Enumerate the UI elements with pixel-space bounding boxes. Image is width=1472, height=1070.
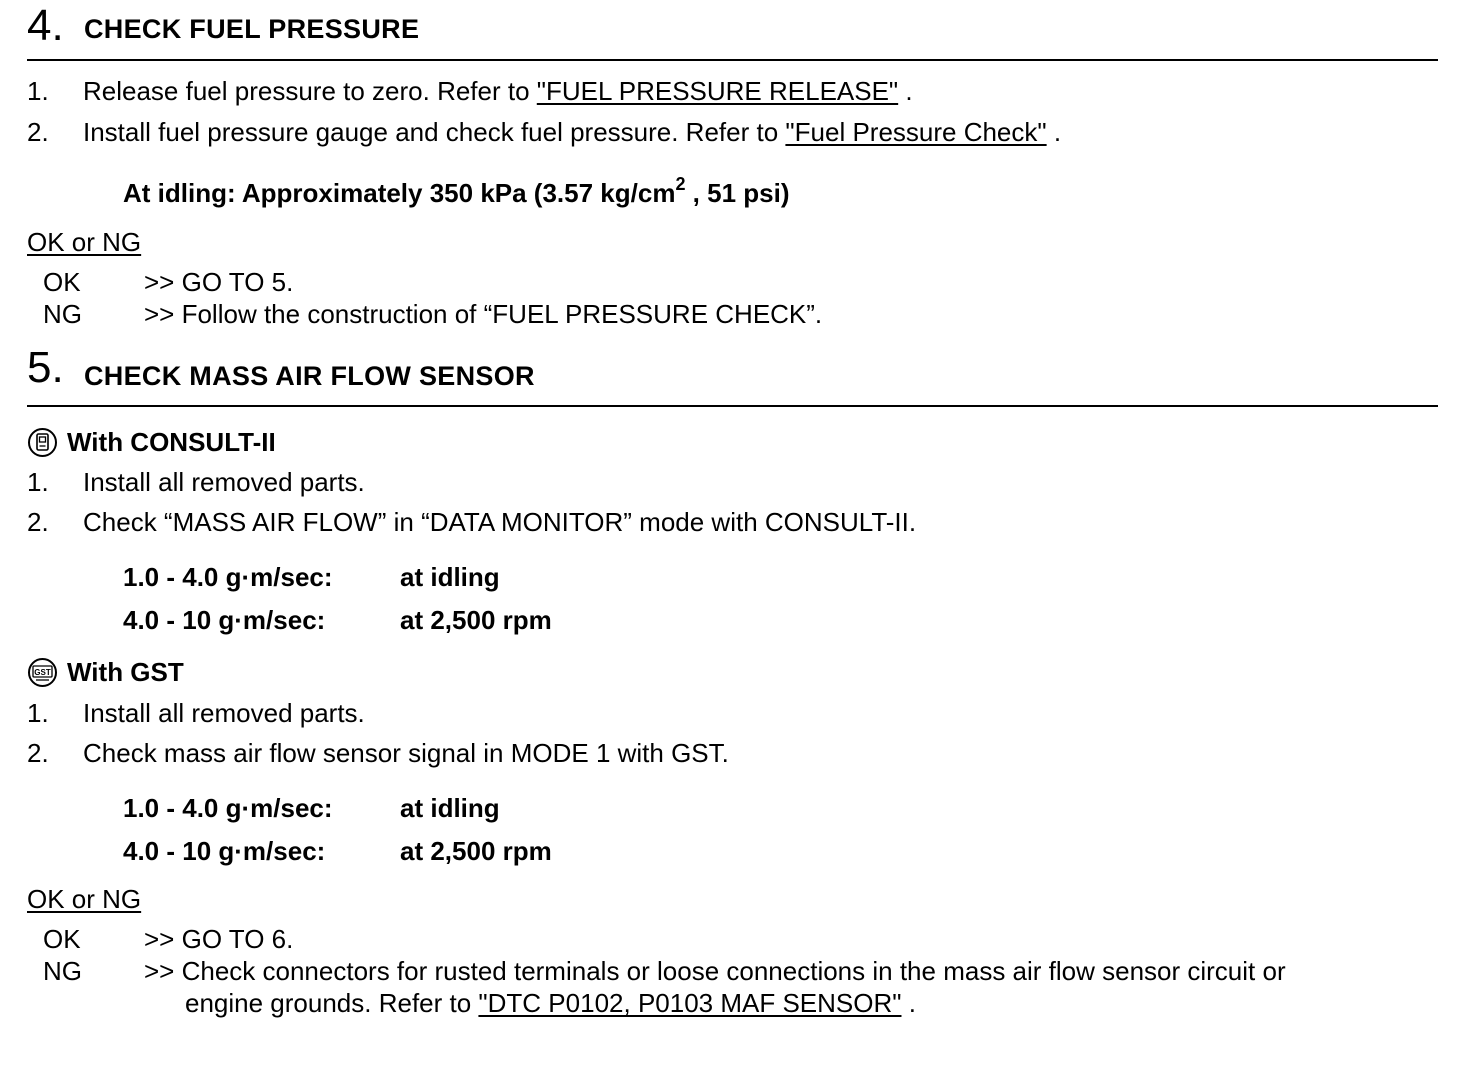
consult-item-2-text: Check “MASS AIR FLOW” in “DATA MONITOR” mode with CONSULT-II.	[83, 507, 917, 537]
gst-spec-2-condition: at 2,500 rpm	[400, 836, 552, 866]
step-4-number: 4.	[27, 1, 64, 50]
step-4-title: CHECK FUEL PRESSURE	[84, 14, 420, 44]
consult-item-2-number: 2.	[27, 507, 49, 537]
step-4-ng-text: >> Follow the construction of “FUEL PRESSURE CHECK”.	[144, 299, 823, 329]
step-5-ng-line2-suffix: .	[901, 988, 916, 1018]
step-5-ok-text: >> GO TO 6.	[144, 924, 294, 954]
dtc-p0102-p0103-maf-sensor-link[interactable]: "DTC P0102, P0103 MAF SENSOR"	[478, 988, 902, 1018]
step-4-item-1-number: 1.	[27, 76, 49, 106]
gst-item-1-text: Install all removed parts.	[83, 698, 365, 728]
fuel-pressure-release-link[interactable]: "FUEL PRESSURE RELEASE"	[536, 76, 899, 106]
gst-spec-2-value: 4.0 - 10 g·m/sec:	[123, 836, 326, 866]
fuel-pressure-check-link[interactable]: "Fuel Pressure Check"	[785, 117, 1047, 147]
consult-spec-1-condition: at idling	[400, 562, 500, 592]
gst-heading: With GST	[67, 657, 184, 687]
fuel-pressure-spec-prefix: At idling: Approximately 350 kPa (3.57 kg/cm	[123, 178, 676, 208]
step-4-item-1	[83, 76, 913, 106]
gst-item-2-number: 2.	[27, 738, 49, 768]
step-4-item-2-after: .	[1046, 117, 1062, 147]
step-5-ng-text-line1: >> Check connectors for rusted terminals or loose connections in the mass air flow sensor circuit or	[144, 956, 1286, 986]
step-5-ng-text-line2	[185, 988, 916, 1018]
gst-icon-text: GST	[34, 668, 51, 677]
step-5-divider	[27, 405, 1438, 407]
step-4-item-1-text: Release fuel pressure to zero. Refer to	[83, 76, 537, 106]
step-4-item-2-text: Install fuel pressure gauge and check fuel pressure. Refer to	[83, 117, 786, 147]
step-4-ok-label: OK	[43, 267, 81, 297]
step-5-ok-ng-label: OK or NG	[27, 884, 142, 914]
step-5-title: CHECK MASS AIR FLOW SENSOR	[84, 361, 535, 391]
step-5-ng-line2-prefix: engine grounds. Refer to	[185, 988, 479, 1018]
gst-item-2-text: Check mass air flow sensor signal in MODE 1 with GST.	[83, 738, 729, 768]
step-5-ok-label: OK	[43, 924, 81, 954]
step-4-item-1-after: .	[898, 76, 913, 106]
consult-heading: With CONSULT-II	[67, 427, 276, 457]
step-4-divider	[27, 59, 1438, 61]
step-4-ng-label: NG	[43, 299, 82, 329]
step-4-item-2-number: 2.	[27, 117, 49, 147]
consult-item-1-text: Install all removed parts.	[83, 467, 365, 497]
fuel-pressure-spec	[123, 174, 790, 211]
step-4-ok-ng-label: OK or NG	[27, 227, 142, 257]
consult-spec-1-value: 1.0 - 4.0 g·m/sec:	[123, 562, 333, 592]
consult-item-1-number: 1.	[27, 467, 49, 497]
step-4-ok-text: >> GO TO 5.	[144, 267, 294, 297]
gst-spec-1-value: 1.0 - 4.0 g·m/sec:	[123, 793, 333, 823]
consult-spec-2-condition: at 2,500 rpm	[400, 605, 552, 635]
fuel-pressure-spec-suffix: , 51 psi)	[685, 178, 790, 208]
consult-spec-2-value: 4.0 - 10 g·m/sec:	[123, 605, 326, 635]
fuel-pressure-spec-sup: 2	[675, 174, 686, 194]
step-5-ng-label: NG	[43, 956, 82, 986]
gst-item-1-number: 1.	[27, 698, 49, 728]
gst-icon	[28, 658, 57, 687]
gst-spec-1-condition: at idling	[400, 793, 500, 823]
consult-icon	[28, 428, 57, 457]
step-5-number: 5.	[27, 343, 64, 392]
step-4-item-2	[83, 117, 1061, 147]
